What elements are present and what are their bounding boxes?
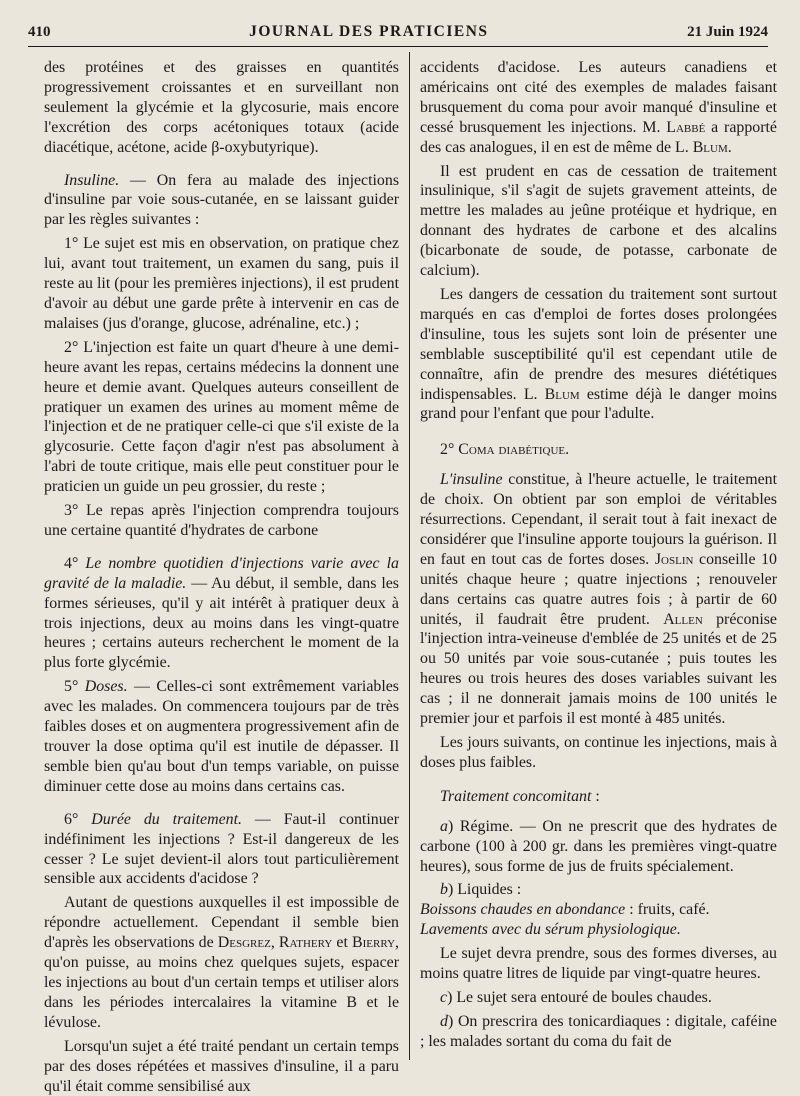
- right-column: [420, 58, 777, 1058]
- left-column: [44, 58, 399, 1095]
- author-rathery: Rathery: [278, 934, 333, 952]
- subheading-traitement: Traitement concomitant :: [440, 787, 600, 805]
- rule-2: 2° L'injection est faite un quart d'heure à une demi-heure avant les repas, certains médecins la donnent une heure et demie avant. Quelques auteurs conseillent de pratiquer un examen des urines au moment même de l'injection et de ne pratiquer celle-ci que s'il existe de la glycosurie. Cette façon d'agir n'est pas absolument à l'abri de toute critique, mais elle peut constituer pour le praticien un guide un peu grossier, du reste ;: [44, 338, 399, 496]
- rule-4: 4° Le nombre quotidien d'injections varie avec la gravité de la maladie. — Au début, il semble, dans les formes sérieuses, qu'il y ait intérêt à pratiquer deux à trois injections, deux au moins dans les vingt-quatre heures ; certains auteurs recherchent le moment de la plus forte glycémie.: [44, 554, 399, 672]
- author-desgrez: Desgrez: [217, 934, 271, 952]
- section-title: Coma diabétique.: [458, 441, 570, 459]
- running-header: [28, 20, 768, 44]
- insuline-heading: Insuline.: [64, 171, 120, 189]
- author-blum: Blum: [544, 385, 580, 403]
- doses-heading: Doses.: [84, 678, 128, 696]
- rule-5: 5° Doses. — Celles-ci sont extrêmement variables avec les malades. On commencera toujours par de très faibles doses et on augmentera progressivement afin de trouver la dose optima qu'il est inutile de dépasser. Il semble bien qu'au bout d'un temps variable, on puisse diminuer cette dose au moins dans certains cas.: [44, 678, 399, 795]
- header-rule: [28, 46, 768, 47]
- paragraph: Le sujet devra prendre, sous des formes diverses, au moins quatre litres de liquide par vingt-quatre heures.: [420, 945, 777, 983]
- item-c: c) Le sujet sera entouré de boules chaudes.: [440, 988, 712, 1006]
- paragraph: accidents d'acidose. Les auteurs canadiens et américains ont cité des exemples de malades faisant brusquement du coma pour avoir manqué d'insuline et cessé brusquement les injections. M. Labbé a rapporté des cas analogues, il en est de même de L. Blum.: [420, 59, 777, 156]
- duree-heading: Durée du traitement.: [91, 810, 242, 828]
- paragraph: Lorsqu'un sujet a été traité pendant un certain temps par des doses répétées et massives d'insuline, il a paru qu'il était comme sensibilisé aux: [44, 1037, 399, 1095]
- author-blum: Blum: [692, 138, 728, 156]
- author-joslin: Joslin: [654, 550, 694, 568]
- column-divider: [409, 52, 410, 1060]
- paragraph-insuline-coma: L'insuline constitue, à l'heure actuelle, le traitement de choix. On obtient par son emploi de véritables résurrections. Cependant, il serait tout à fait inexact de considérer que l'insuline apporte toujours la guérison. Il en faut en tout cas de fortes doses. Joslin conseille 10 unités chaque heure ; quatre injections ; renouveler dans certains cas quatre autres fois ; à partir de 60 unités, il faudrait être prudent. Allen préconise l'injection intra-veineuse d'emblée de 25 unités et de 25 ou 50 unités par voie sous-cutanée ; puis toutes les heures ou trois heures des doses variables suivant les cas ; il ne donnerait jamais moins de 100 unités le premier jour et parfois il est monté à 485 unités.: [420, 471, 777, 728]
- rule-3: 3° Le repas après l'injection comprendra toujours une certaine quantité d'hydrates de carbone: [44, 502, 399, 539]
- paragraph: Les dangers de cessation du traitement sont surtout marqués en cas d'emploi de fortes doses prolongées d'insuline, tous les sujets sont loin de présenter une semblable susceptibilité qu'il est cependant utile de connaître, afin de prendre des mesures diététiques indispensables. L. Blum estime déjà le danger moins grand pour l'enfant que pour l'adulte.: [420, 285, 777, 423]
- rule-6: 6° Durée du traitement. — Faut-il continuer indéfiniment les injections ? Est-il dangereux de les cesser ? Le sujet devient-il alors tout particulièrement sensible aux accidents d'acidose ?: [44, 810, 399, 888]
- paragraph-questions: Autant de questions auxquelles il est impossible de répondre actuellement. Cependant il semble bien d'après les observations de Desgrez, Rathery et Bierry, qu'on puisse, au moins chez quelques sujets, espacer les injections au bout d'un certain temps et utiliser alors dans les périodes intercalaires la vitamine B et le lévulose.: [44, 894, 399, 1031]
- page-number: 410: [28, 23, 51, 40]
- rule-4-heading: Le nombre quotidien d'injections varie avec la gravité de la maladie.: [44, 554, 399, 592]
- rule-1: 1° Le sujet est mis en observation, on pratique chez lui, avant tout traitement, un examen du sang, puis il reste au lit (pour les premières injections), il est prudent d'avoir au début une garde prête à intervenir en cas de malaises (jus d'orange, glucose, adrénaline, etc.) ;: [44, 235, 399, 332]
- paragraph: Les jours suivants, on continue les injections, mais à doses plus faibles.: [420, 734, 777, 771]
- item-d: d) On prescrira des tonicardiaques : digitale, caféine ; les malades sortant du coma du fait de: [420, 1012, 777, 1050]
- paragraph: Il est prudent en cas de cessation de traitement insulinique, s'il s'agit de sujets gravement atteints, de mettre les malades au jeûne protéique et hydrique, en donnant des hydrates de carbone et des alcalins (bicarbonate de soude, de potasse, carbonate de calcium).: [420, 162, 777, 280]
- paragraph-insuline: Insuline. — On fera au malade des injections d'insuline par voie sous-cutanée, en se laissant guider par les règles suivantes :: [44, 171, 399, 229]
- paragraph: des protéines et des graisses en quantités progressivement croissantes et en surveillant non seulement la glycémie et la glycosurie, mais encore l'excrétion des corps acétoniques totaux (acide diacétique, acétone, acide β-oxybutyrique).: [44, 59, 399, 156]
- item-a: a) Régime. — On ne prescrit que des hydrates de carbone (100 à 200 gr. dans les premières vingt-quatre heures), sous forme de jus de fruits spécialement.: [420, 817, 777, 875]
- issue-date: 21 Juin 1924: [687, 23, 768, 40]
- author-allen: Allen: [663, 610, 703, 628]
- insuline-inline-heading: L'insuline: [440, 471, 503, 489]
- journal-title: JOURNAL DES PRATICIENS: [249, 23, 489, 40]
- author-bierry: Bierry: [352, 934, 396, 952]
- item-b: b) Liquides : Boissons chaudes en abondance : fruits, café. Lavements avec du sérum physiologique.: [420, 881, 710, 939]
- section-heading-coma: 2° Coma diabétique.: [440, 441, 570, 459]
- author-labbe: Labbé: [666, 118, 706, 136]
